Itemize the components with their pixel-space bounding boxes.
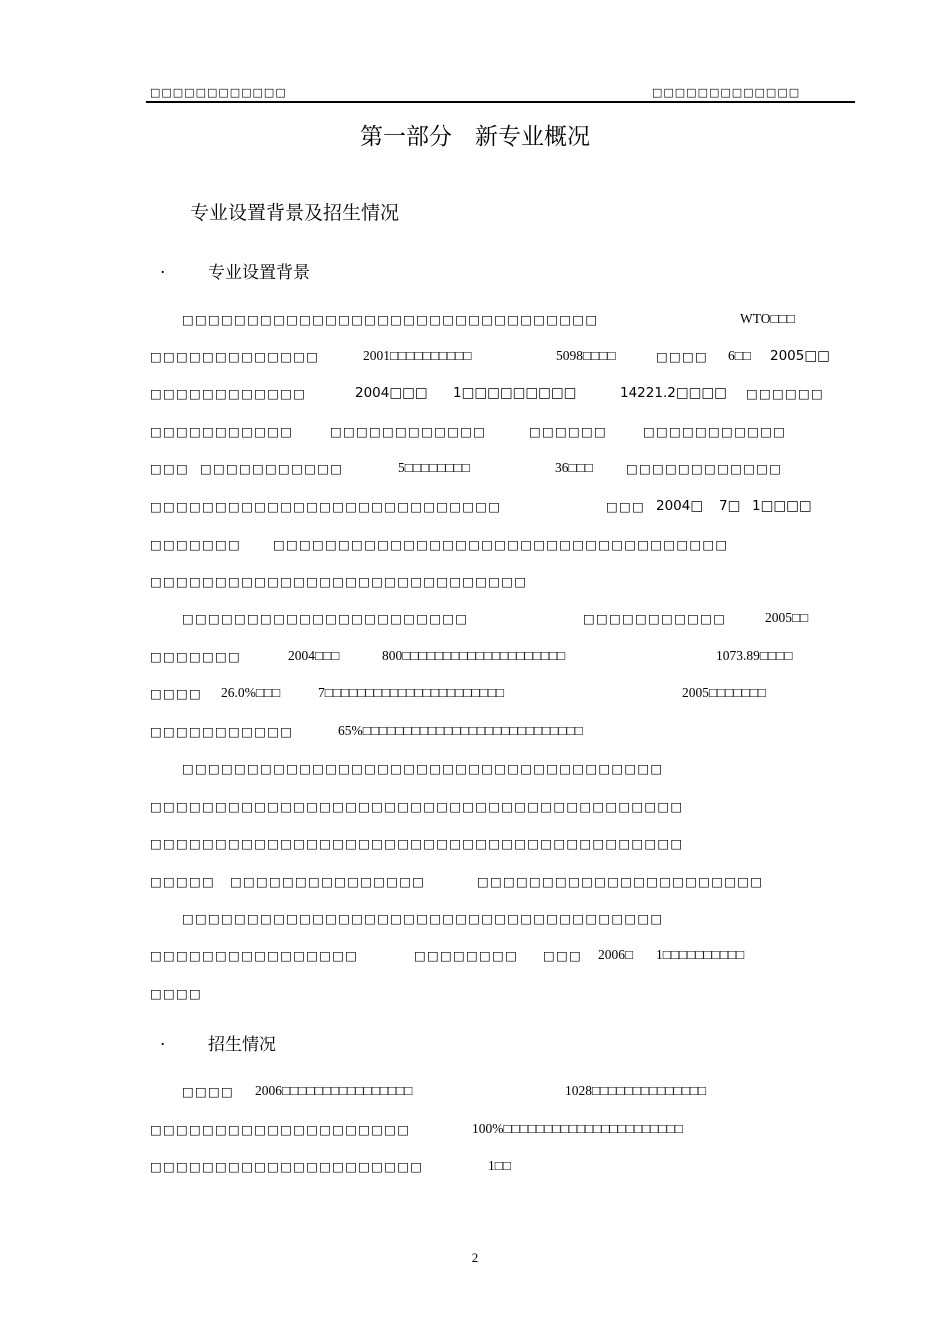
subsection-number: . (160, 258, 166, 278)
text-line: 2006□□□□□□□□□□□□□□□□ (255, 1083, 413, 1098)
text-line: □□□□□□□□□□□□□□□□□□□□□□ (182, 611, 469, 626)
page-number: 2 (471, 1250, 479, 1265)
text-line: □□□□□□□□□□□□□□□ (230, 874, 426, 889)
text-line: 800□□□□□□□□□□□□□□□□□□□□ (382, 648, 566, 663)
text-line: □□□□□□□□□□□□□□□□□□□□□□ (477, 874, 764, 889)
text-line: □□□□□□□□□□□ (150, 724, 294, 739)
text-line: 65%□□□□□□□□□□□□□□□□□□□□□□□□□□□ (338, 723, 583, 738)
text-line: □□□□□□□□□□□□□□□□□□□□□ (150, 1159, 424, 1174)
text-line: 5098□□□□ (556, 348, 616, 363)
page-title: 第一部分 新专业概况 (360, 124, 590, 150)
text-line: □□□□□□□□□□□□ (150, 386, 307, 401)
text-line: □□□□ (656, 349, 709, 364)
text-line: 1□□□□ (752, 498, 812, 514)
text-line: □□□□□□□□□□□□□ (150, 349, 320, 364)
text-line: 14221.2□□□□ (620, 385, 727, 401)
text-line: □□□□□□□□□□□□□□□□□□□□□□□□□□□□□□□□□□□□□□□□□ (150, 799, 684, 814)
text-line: 5□□□□□□□□ (398, 460, 470, 475)
text-line: □□□□ (182, 1084, 235, 1099)
running-header-left: □□□□□□□□□□□□ (150, 86, 287, 99)
text-line: □□□□□□□ (150, 537, 242, 552)
text-line: □□□□ (150, 686, 203, 701)
text-line: 6□□ (728, 348, 752, 363)
text-line: □□□□□□□□□□□ (200, 461, 344, 476)
subsection-heading: 招生情况 (208, 1035, 276, 1055)
text-line: □□□□□□□□□□□□□□□□□□□□□□□□□□□□□□□□ (182, 312, 599, 327)
text-line: 2005□□ (765, 610, 809, 625)
text-line: □□□□□□□□□□□ (643, 424, 787, 439)
text-line: □□□□□□□□□□□ (583, 611, 727, 626)
text-line: 1028□□□□□□□□□□□□□□ (565, 1083, 707, 1098)
text-line: □□□□□□□□□□□ (150, 424, 294, 439)
text-line: 7□□□□□□□□□□□□□□□□□□□□□□ (318, 685, 505, 700)
text-line: 100%□□□□□□□□□□□□□□□□□□□□□□ (472, 1121, 683, 1136)
text-line: □□□□□ (150, 874, 216, 889)
text-line: □□□ (543, 948, 583, 963)
text-line: 36□□□ (555, 460, 593, 475)
text-line: □□□□□□□□□□□□□□□□□□□□□□□□□□□□□□□□□□□ (273, 537, 729, 552)
text-line: 2001□□□□□□□□□□ (363, 348, 472, 363)
text-line: □□□□□□□□□□□□ (330, 424, 487, 439)
running-header-right: □□□□□□□□□□□□□ (652, 86, 801, 99)
text-line: 26.0%□□□ (221, 685, 281, 700)
text-line: □□□ (606, 499, 646, 514)
text-line: □□□□□□□□□□□□□□□□□□□□□□□□□□□□□□□□□□□□□□□□□ (150, 836, 684, 851)
text-line: □□□□□□□□□□□□□□□□ (150, 948, 359, 963)
text-line: □□□□□□□ (150, 649, 242, 664)
text-line: □□□□□□□□□□□□□□□□□□□□□□□□□□□□□□□□□□□□□ (182, 911, 664, 926)
text-line: □□□□□□□□□□□□□□□□□□□□ (150, 1122, 411, 1137)
text-line: 2005□□□□□□□ (682, 685, 767, 700)
text-line: □□□□□□□□□□□□□□□□□□□□□□□□□□□ (150, 499, 502, 514)
text-line: WTO□□□ (740, 311, 795, 326)
subsection-number: . (160, 1030, 166, 1050)
text-line: 1□□□□□□□□□ (453, 385, 577, 401)
text-line: 2004□□□ (355, 385, 428, 401)
text-line: 2004□□□ (288, 648, 340, 663)
text-line: □□□□□□□□□□□□□□□□□□□□□□□□□□□□□ (150, 574, 528, 589)
section-heading: 专业设置背景及招生情况 (190, 202, 400, 224)
text-line: □□□□□□□□ (414, 948, 519, 963)
subsection-heading: 专业设置背景 (208, 263, 310, 283)
text-line: □□□□□□□□□□□□□□□□□□□□□□□□□□□□□□□□□□□□□ (182, 761, 664, 776)
text-line: □□□ (150, 461, 190, 476)
text-line: 2004□ (656, 498, 704, 514)
text-line: □□□□□□ (529, 424, 608, 439)
text-line: 2006□ (598, 947, 634, 962)
text-line: 2005□□ (770, 348, 830, 364)
text-line: 7□ (719, 498, 741, 514)
text-line: □□□□□□ (746, 386, 825, 401)
text-line: 1□□□□□□□□□□ (656, 947, 745, 962)
text-line: 1□□ (488, 1158, 512, 1173)
text-line: □□□□□□□□□□□□ (626, 461, 783, 476)
text-line: 1073.89□□□□ (716, 648, 793, 663)
header-rule (146, 101, 855, 103)
text-line: □□□□ (150, 986, 203, 1001)
